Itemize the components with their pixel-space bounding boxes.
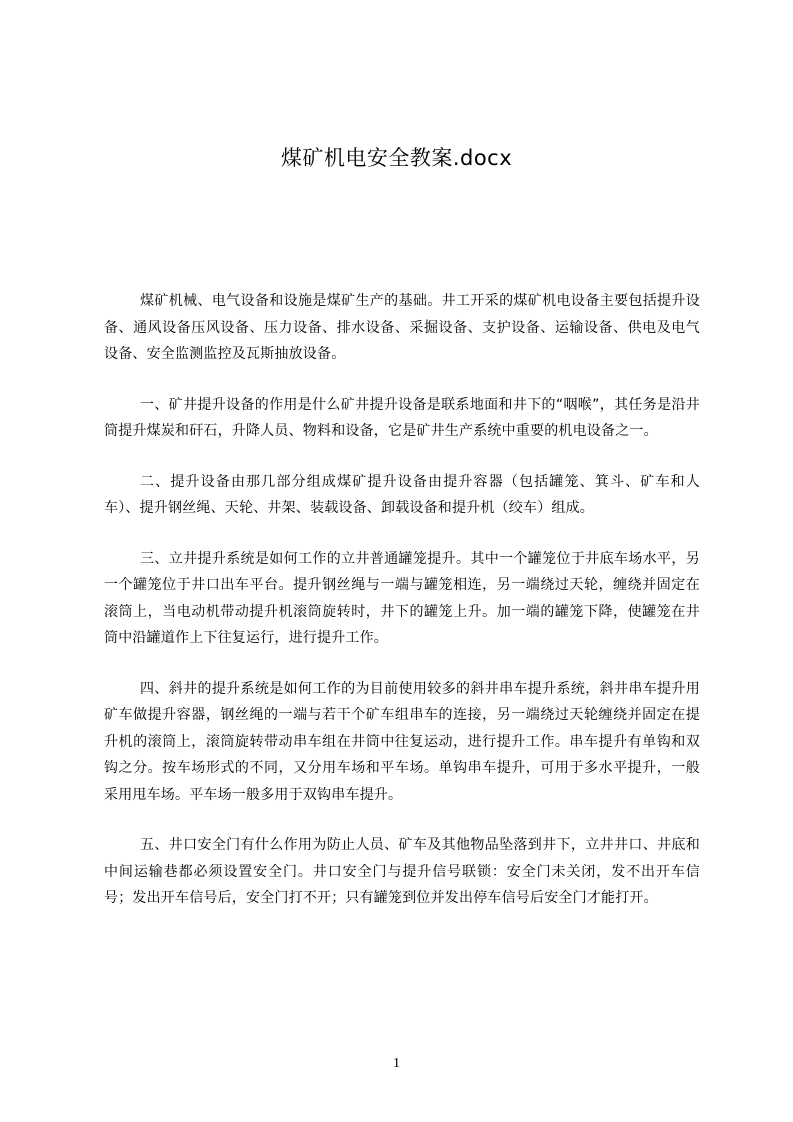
document-body	[104, 288, 700, 936]
paragraph-section-3: 三、立井提升系统是如何工作的立井普通罐笼提升。其中一个罐笼位于井底车场水平，另一个罐笼位于井口出车平台。提升钢丝绳与一端与罐笼相连，另一端绕过天轮，缠绕并固定在滚筒上，当电动机带动提升机滚筒旋转时，井下的罐笼上升。加一端的罐笼下降，使罐笼在井筒中沿罐道作上下往复运行，进行提升工作。	[104, 550, 700, 646]
page-number: 1	[393, 1056, 400, 1071]
paragraph-section-5: 五、井口安全门有什么作用为防止人员、矿车及其他物品坠落到井下，立井井口、井底和中间运输巷都必须设置安全门。井口安全门与提升信号联锁：安全门未关闭，发不出开车信号；发出开车信号后，安全门打不开；只有罐笼到位并发出停车信号后安全门才能打开。	[104, 837, 700, 906]
paragraph-section-4: 四、斜井的提升系统是如何工作的为目前使用较多的斜井串车提升系统，斜井串车提升用矿车做提升容器，钢丝绳的一端与若干个矿车组串车的连接，另一端绕过天轮缠绕并固定在提升机的滚筒上，滚筒旋转带动串车组在井筒中往复运动，进行提升工作。串车提升有单钩和双钩之分。按车场形式的不同，又分用车场和平车场。单钩串车提升，可用于多水平提升，一般采用甩车场。平车场一般多用于双钩串车提升。	[104, 680, 700, 803]
document-title: 煤矿机电安全教案.docx	[280, 146, 513, 170]
paragraph-section-2: 二、提升设备由那几部分组成煤矿提升设备由提升容器（包括罐笼、箕斗、矿车和人车）、提升钢丝绳、天轮、井架、装载设备、卸载设备和提升机（绞车）组成。	[104, 473, 700, 516]
paragraph-section-1: 一、矿井提升设备的作用是什么矿井提升设备是联系地面和井下的“咽喉”，其任务是沿井筒提升煤炭和矸石，升降人员、物料和设备，它是矿井生产系统中重要的机电设备之一。	[104, 396, 700, 439]
paragraph-intro: 煤矿机械、电气设备和设施是煤矿生产的基础。井工开采的煤矿机电设备主要包括提升设备、通风设备压风设备、压力设备、排水设备、采掘设备、支护设备、运输设备、供电及电气设备、安全监测监控及瓦斯抽放设备。	[104, 293, 700, 362]
